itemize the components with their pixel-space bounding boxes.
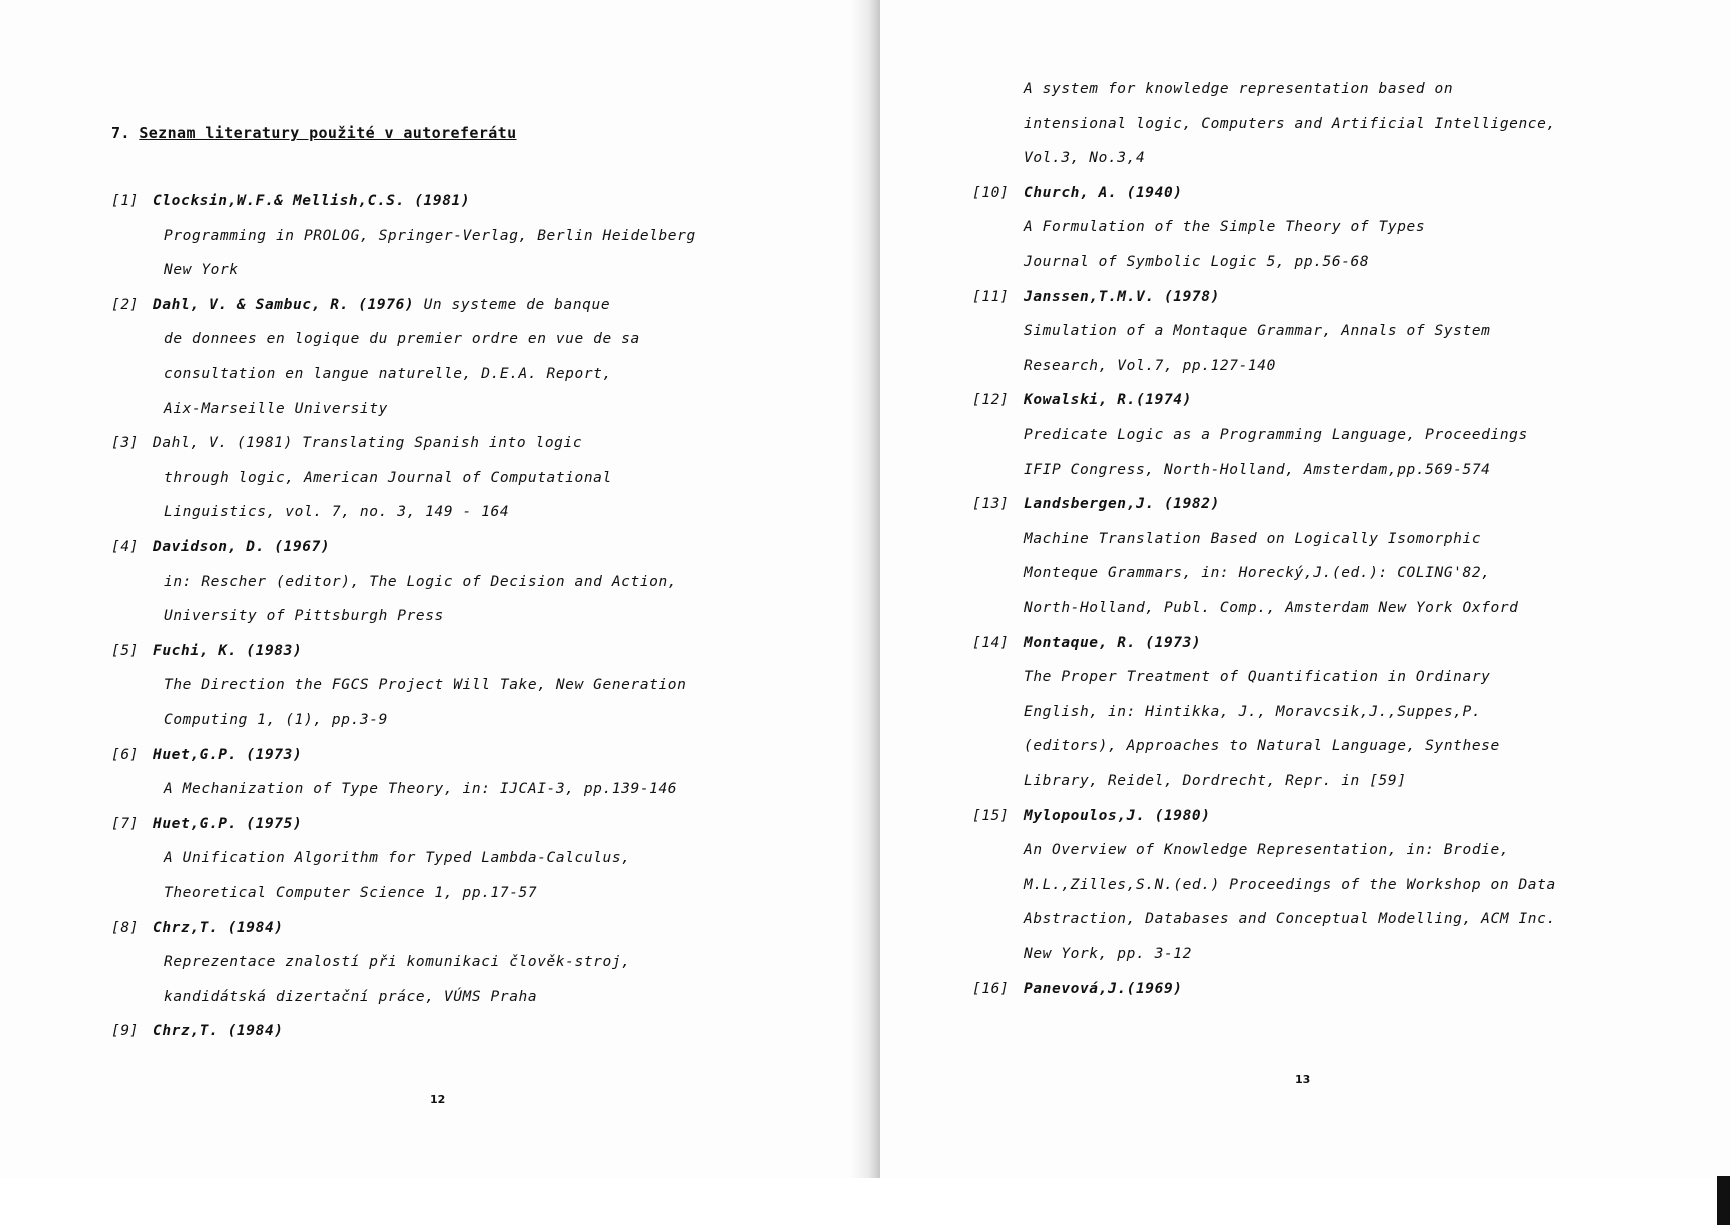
scan-corner-mark bbox=[1717, 1176, 1730, 1225]
reference-text: intensional logic, Computers and Artificial Intelligence, bbox=[1024, 115, 1556, 132]
reference-entry-line bbox=[153, 816, 302, 832]
reference-author-year: Landsbergen,J. (1982) bbox=[1024, 496, 1220, 513]
reference-number: [14] bbox=[972, 634, 1010, 651]
reference-text: kandidátská dizertační práce, VÚMS Praha bbox=[164, 988, 538, 1005]
reference-text: Programming in PROLOG, Springer-Verlag, Berlin Heidelberg bbox=[164, 227, 696, 244]
reference-number: [2] bbox=[111, 296, 139, 313]
reference-continuation-line bbox=[1024, 877, 1556, 893]
reference-author-year: Chrz,T. (1984) bbox=[153, 1023, 284, 1040]
reference-text: Abstraction, Databases and Conceptual Modelling, ACM Inc. bbox=[1024, 911, 1556, 928]
reference-text: Theoretical Computer Science 1, pp.17-57 bbox=[164, 885, 538, 901]
reference-author-year: Janssen,T.M.V. (1978) bbox=[1024, 288, 1220, 305]
reference-text: Linguistics, vol. 7, no. 3, 149 - 164 bbox=[164, 504, 510, 521]
reference-number: [11] bbox=[972, 288, 1010, 305]
reference-continuation-line bbox=[1024, 323, 1491, 339]
reference-text: de donnees en logique du premier ordre en vue de sa bbox=[164, 331, 640, 348]
reference-text: The Proper Treatment of Quantification in Ordinary bbox=[1024, 669, 1491, 686]
reference-continuation-line bbox=[164, 401, 388, 417]
reference-text: A Mechanization of Type Theory, in: IJCAI-3, pp.139-146 bbox=[164, 781, 678, 798]
reference-text: Journal of Symbolic Logic 5, pp.56-68 bbox=[1024, 254, 1370, 270]
reference-author-year: Montaque, R. (1973) bbox=[1024, 634, 1202, 651]
reference-text: A Formulation of the Simple Theory of Types bbox=[1024, 219, 1426, 236]
reference-author-year: Chrz,T. (1984) bbox=[153, 919, 284, 936]
reference-continuation-line bbox=[1024, 669, 1491, 685]
reference-text: through logic, American Journal of Computational bbox=[164, 469, 612, 486]
reference-continuation-line bbox=[164, 677, 686, 693]
reference-number: [12] bbox=[972, 392, 1010, 409]
reference-entry-line bbox=[153, 193, 470, 209]
left-page bbox=[0, 0, 872, 1185]
reference-number: [4] bbox=[111, 539, 139, 555]
reference-entry-line bbox=[153, 1023, 284, 1039]
reference-author-year: Huet,G.P. (1975) bbox=[153, 815, 303, 832]
reference-continuation-line bbox=[164, 331, 640, 347]
right-page bbox=[880, 0, 1730, 1185]
reference-text: IFIP Congress, North-Holland, Amsterdam,pp.569-574 bbox=[1024, 461, 1491, 478]
reference-continuation-line bbox=[1024, 150, 1145, 166]
reference-author-year: Kowalski, R.(1974) bbox=[1024, 392, 1192, 409]
reference-author-year: Fuchi, K. (1983) bbox=[153, 642, 303, 659]
reference-continuation-line bbox=[164, 850, 631, 866]
reference-author-year: Clocksin,W.F.& Mellish,C.S. (1981) bbox=[153, 193, 471, 209]
heading-text: Seznam literatury použité v autoreferátu bbox=[139, 124, 517, 142]
reference-continuation-line bbox=[164, 989, 537, 1005]
reference-entry-line bbox=[1024, 808, 1211, 824]
reference-author-year: Mylopoulos,J. (1980) bbox=[1024, 807, 1211, 824]
reference-continuation-line bbox=[1024, 116, 1556, 132]
reference-continuation-line bbox=[164, 781, 677, 797]
heading-number: 7. bbox=[111, 124, 130, 142]
reference-continuation-line bbox=[164, 954, 631, 970]
reference-number: [6] bbox=[111, 746, 139, 763]
reference-continuation-line bbox=[1024, 462, 1491, 478]
reference-text: Computing 1, (1), pp.3-9 bbox=[164, 712, 388, 728]
reference-entry-line bbox=[1024, 289, 1220, 305]
section-heading bbox=[111, 124, 517, 142]
reference-number: [8] bbox=[111, 919, 139, 936]
reference-entry-line bbox=[153, 539, 330, 555]
reference-entry-line bbox=[1024, 185, 1183, 201]
reference-continuation-line bbox=[1024, 773, 1407, 789]
reference-text: Simulation of a Montaque Grammar, Annals of System bbox=[1024, 323, 1491, 340]
reference-continuation-line bbox=[1024, 358, 1276, 374]
reference-entry-line bbox=[1024, 981, 1183, 997]
reference-continuation-line bbox=[1024, 254, 1369, 270]
reference-number: [1] bbox=[111, 193, 139, 209]
reference-continuation-line bbox=[164, 470, 612, 486]
reference-continuation-line bbox=[164, 885, 537, 901]
reference-number: [16] bbox=[972, 980, 1010, 997]
reference-author-year: Panevová,J.(1969) bbox=[1024, 980, 1183, 997]
reference-author-year: Church, A. (1940) bbox=[1024, 184, 1183, 201]
reference-continuation-line bbox=[1024, 600, 1518, 616]
reference-text: in: Rescher (editor), The Logic of Decision and Action, bbox=[164, 573, 678, 590]
reference-number: [7] bbox=[111, 815, 139, 832]
reference-text: North-Holland, Publ. Comp., Amsterdam New York Oxford bbox=[1024, 600, 1519, 616]
reference-entry-line bbox=[153, 435, 582, 451]
reference-text: Library, Reidel, Dordrecht, Repr. in [59] bbox=[1024, 773, 1407, 789]
reference-continuation-line bbox=[164, 574, 677, 590]
reference-continuation-line bbox=[164, 366, 612, 382]
reference-continuation-line bbox=[164, 228, 696, 244]
reference-text: Predicate Logic as a Programming Language, Proceedings bbox=[1024, 427, 1528, 443]
reference-continuation-line bbox=[164, 712, 388, 728]
reference-text: Aix-Marseille University bbox=[164, 400, 388, 417]
reference-text: Reprezentace znalostí při komunikaci člověk-stroj, bbox=[164, 954, 631, 971]
reference-entry-line bbox=[1024, 496, 1220, 512]
reference-text: M.L.,Zilles,S.N.(ed.) Proceedings of the Workshop on Data bbox=[1024, 876, 1556, 893]
reference-continuation-line bbox=[1024, 219, 1425, 235]
reference-author-year: Huet,G.P. (1973) bbox=[153, 746, 303, 763]
reference-continuation-line bbox=[1024, 427, 1528, 443]
reference-continuation-line bbox=[1024, 946, 1192, 962]
reference-continuation-line bbox=[164, 608, 444, 624]
reference-continuation-line bbox=[1024, 81, 1453, 97]
reference-author-year: Davidson, D. (1967) bbox=[153, 539, 331, 555]
reference-continuation-line bbox=[1024, 911, 1556, 927]
reference-number: [3] bbox=[111, 435, 139, 452]
reference-text: Machine Translation Based on Logically Isomorphic bbox=[1024, 530, 1482, 547]
scan-bottom-margin bbox=[0, 1178, 1730, 1225]
reference-entry-line bbox=[1024, 392, 1192, 408]
reference-continuation-line bbox=[1024, 531, 1481, 547]
reference-text: A Unification Algorithm for Typed Lambda-Calculus, bbox=[164, 850, 631, 867]
page-number-left: 12 bbox=[430, 1093, 446, 1106]
reference-author-year: Dahl, V. & Sambuc, R. (1976) bbox=[153, 296, 415, 313]
reference-text: Monteque Grammars, in: Horecký,J.(ed.): COLING'82, bbox=[1024, 565, 1491, 582]
reference-number: [9] bbox=[111, 1023, 139, 1040]
reference-text: University of Pittsburgh Press bbox=[164, 608, 444, 625]
reference-continuation-line bbox=[1024, 842, 1509, 858]
reference-continuation-line bbox=[1024, 565, 1491, 581]
reference-text: Research, Vol.7, pp.127-140 bbox=[1024, 357, 1276, 374]
page-number-right: 13 bbox=[1295, 1073, 1311, 1086]
reference-text: New York bbox=[164, 262, 239, 279]
reference-text: An Overview of Knowledge Representation, in: Brodie, bbox=[1024, 842, 1510, 859]
reference-text: consultation en langue naturelle, D.E.A. Report, bbox=[164, 366, 612, 382]
reference-entry-line bbox=[153, 747, 302, 763]
reference-number: [10] bbox=[972, 184, 1010, 201]
reference-text: Un systeme de banque bbox=[414, 296, 611, 313]
reference-continuation-line bbox=[164, 262, 239, 278]
reference-continuation-line bbox=[1024, 738, 1500, 754]
reference-text: The Direction the FGCS Project Will Take, New Generation bbox=[164, 677, 687, 694]
reference-entry-line bbox=[153, 297, 610, 313]
reference-continuation-line bbox=[164, 504, 509, 520]
reference-entry-line bbox=[153, 643, 302, 659]
reference-text: A system for knowledge representation based on bbox=[1024, 81, 1454, 97]
reference-text: Dahl, V. (1981) Translating Spanish into logic bbox=[153, 435, 583, 452]
reference-number: [15] bbox=[972, 807, 1010, 824]
reference-entry-line bbox=[153, 920, 284, 936]
reference-text: New York, pp. 3-12 bbox=[1024, 946, 1192, 962]
reference-number: [13] bbox=[972, 496, 1010, 513]
reference-continuation-line bbox=[1024, 704, 1481, 720]
reference-number: [5] bbox=[111, 642, 139, 659]
reference-text: English, in: Hintikka, J., Moravcsik,J.,Suppes,P. bbox=[1024, 703, 1482, 720]
reference-text: (editors), Approaches to Natural Language, Synthese bbox=[1024, 738, 1500, 755]
reference-text: Vol.3, No.3,4 bbox=[1024, 150, 1146, 167]
reference-entry-line bbox=[1024, 635, 1201, 651]
